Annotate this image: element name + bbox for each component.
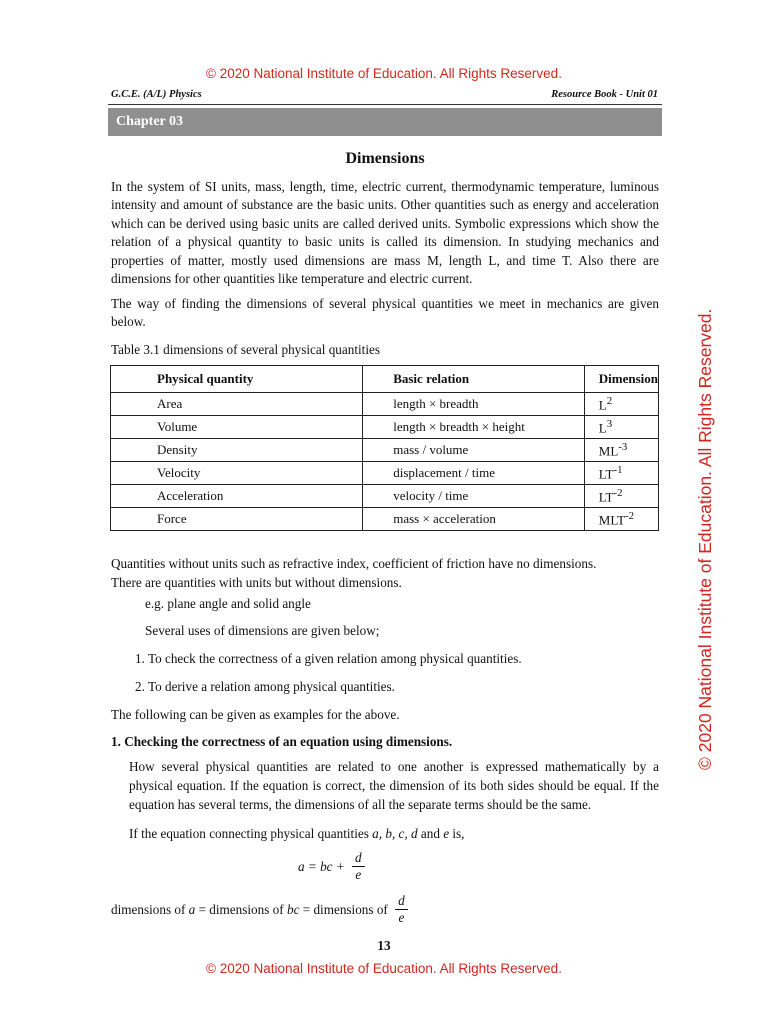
relation-cell: length × breadth × height	[363, 416, 585, 439]
quantity-cell: Acceleration	[111, 485, 363, 508]
quantity-cell: Velocity	[111, 462, 363, 485]
quantity-cell: Volume	[111, 416, 363, 439]
table-row	[111, 508, 659, 531]
dimension-cell: $MLT^{-2}$	[584, 508, 658, 531]
copyright-side: © 2020 National Institute of Education. All Rights Reserved.	[695, 308, 715, 770]
relation-cell: length × breadth	[363, 393, 585, 416]
fraction: $\frac{d}{e}$	[395, 893, 408, 926]
fraction: $\frac{d}{e}$	[352, 850, 365, 883]
relation-cell: mass / volume	[363, 439, 585, 462]
way-paragraph: The way of finding the dimensions of several physical quantities we meet in mechanics are given below.	[111, 296, 659, 330]
relation-cell: velocity / time	[363, 485, 585, 508]
use-item-1: 1. To check the correctness of a given relation among physical quantities.	[135, 651, 522, 666]
chapter-bar: Chapter 03	[108, 108, 662, 136]
dimension-cell: $ML^{-3}$	[584, 439, 658, 462]
dimension-cell: $LT^{-2}$	[584, 485, 658, 508]
header-rule	[108, 104, 662, 105]
dimensions-table	[110, 365, 659, 531]
use-item-2: 2. To derive a relation among physical quantities.	[135, 679, 395, 694]
running-header-left: G.C.E. (A/L) Physics	[111, 89, 202, 100]
no-dimensions-line: Quantities without units such as refractive index, coefficient of friction have no dimensions.	[111, 556, 597, 571]
table-header-row	[111, 366, 659, 393]
table-row	[111, 462, 659, 485]
section-heading: 1. Checking the correctness of an equation using dimensions.	[111, 734, 453, 749]
table-row	[111, 485, 659, 508]
copyright-top: © 2020 National Institute of Education. All Rights Reserved.	[206, 66, 562, 81]
table-row	[111, 416, 659, 439]
table-caption: Table 3.1 dimensions of several physical quantities	[111, 342, 380, 357]
uses-intro-line: Several uses of dimensions are given below;	[145, 623, 380, 638]
units-without-dimensions-line: There are quantities with units but without dimensions.	[111, 575, 402, 590]
relation-cell: mass × acceleration	[363, 508, 585, 531]
relation-cell: displacement / time	[363, 462, 585, 485]
examples-intro-line: The following can be given as examples for the above.	[111, 707, 400, 722]
header-cell: Basic relation	[363, 366, 585, 393]
dimension-cell: $LT^{-1}$	[584, 462, 658, 485]
quantity-cell: Density	[111, 439, 363, 462]
running-header-right: Resource Book - Unit 01	[551, 89, 658, 100]
dimension-cell: $L^3$	[584, 416, 658, 439]
header-cell: Physical quantity	[111, 366, 363, 393]
header-cell: Dimension	[584, 366, 658, 393]
example-line: e.g. plane angle and solid angle	[145, 596, 311, 611]
section-paragraph: How several physical quantities are related to one another is expressed mathematically by a physical equation. If the equation is correct, the dimension of its both sides should be equal. If the equation has several terms, the dimensions of all the separate terms should be the same.	[129, 759, 659, 812]
dimension-equality-line: dimensions of a = dimensions of bc = dimensions of $\frac{d}{e}$	[111, 893, 408, 926]
equation: a = bc + $\frac{d}{e}$	[298, 850, 365, 883]
quantity-cell: Force	[111, 508, 363, 531]
table-row	[111, 393, 659, 416]
table-row	[111, 439, 659, 462]
page-number: 13	[377, 938, 391, 953]
quantity-cell: Area	[111, 393, 363, 416]
equation-intro-line: If the equation connecting physical quantities a, b, c, d and e is,	[129, 826, 465, 841]
page-title: Dimensions	[345, 150, 425, 167]
copyright-bottom: © 2020 National Institute of Education. All Rights Reserved.	[206, 961, 562, 976]
dimension-cell: $L^2$	[584, 393, 658, 416]
intro-paragraph: In the system of SI units, mass, length, time, electric current, thermodynamic temperature, luminous intensity and amount of substance are the basic units. Other quantities such as energy and acceleration which can be derived using basic units are called derived units. Symbolic expressions which show the relation of a physical quantity to basic units is called its dimension. In studying mechanics and properties of matter, mostly used dimensions are mass M, length L, and time T. Also there are dimensions for other quantities like temperature and electric current.	[111, 179, 659, 287]
